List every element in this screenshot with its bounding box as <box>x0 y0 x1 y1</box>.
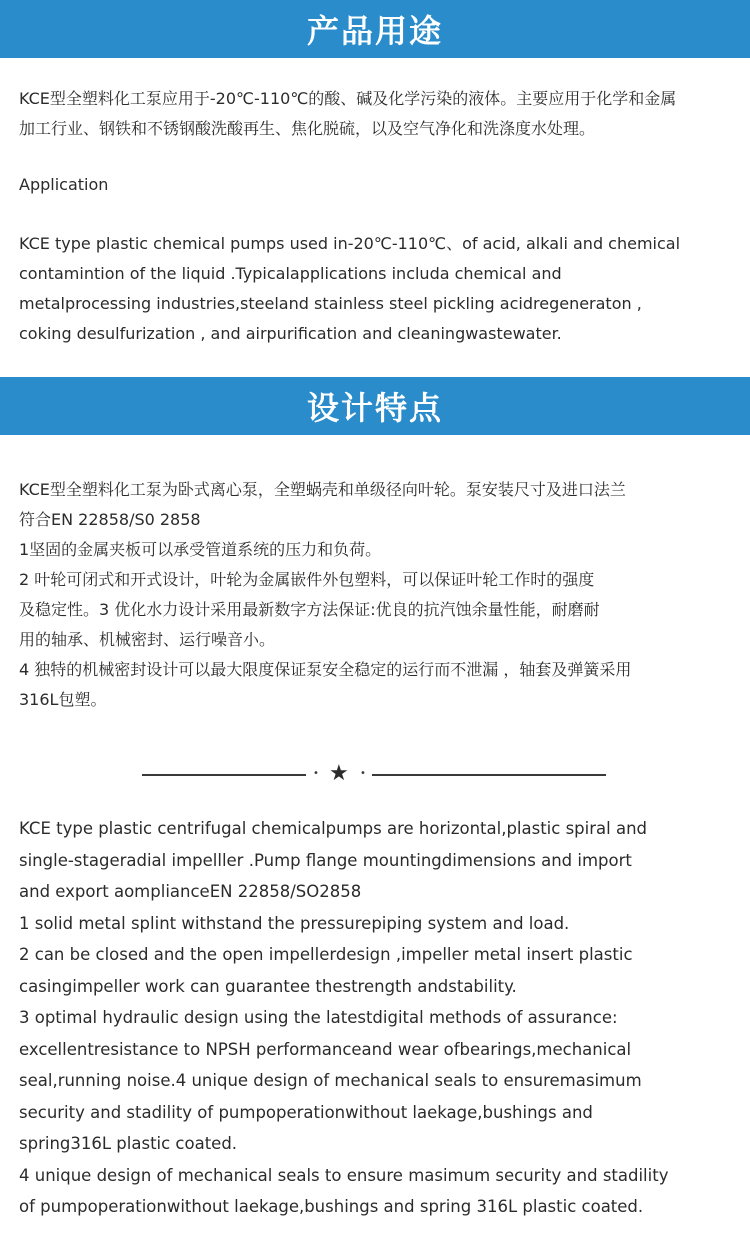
design-en-line: 4 unique design of mechanical seals to ensure masimum security and stadility <box>19 1165 669 1185</box>
star-divider <box>0 761 750 786</box>
design-en-paragraph <box>19 813 733 1223</box>
application-heading <box>19 170 733 200</box>
design-en-line: security and stadility of pumpoperationwithout laekage,bushings and <box>19 1102 593 1122</box>
design-cn-line: 1坚固的金属夹板可以承受管道系统的压力和负荷。 <box>19 540 382 559</box>
design-en-line: and export aomplianceEN 22858/SO2858 <box>19 882 362 901</box>
design-en-line: 3 optimal hydraulic design using the latestdigital methods of assurance: <box>19 1008 618 1027</box>
divider-line-right <box>372 774 606 776</box>
divider-line-left <box>142 774 306 776</box>
star-icon: ★ <box>329 761 349 786</box>
application-title: Application <box>19 175 109 194</box>
design-en-line: KCE type plastic centrifugal chemicalpumps are horizontal,plastic spiral and <box>19 819 647 838</box>
design-en-line: casingimpeller work can guarantee thestrength andstability. <box>19 976 517 996</box>
design-cn-line: 用的轴承、机械密封、运行噪音小。 <box>19 630 276 649</box>
design-cn-line: 及稳定性。3 优化水力设计采用最新数字方法保证:优良的抗汽蚀余量性能，耐磨耐 <box>19 600 600 619</box>
design-en-line: single-stageradial impelller .Pump flange mountingdimensions and import <box>19 850 632 870</box>
design-en-line: seal,running noise.4 unique design of mechanical seals to ensuremasimum <box>19 1071 642 1090</box>
usage-cn-line: 加工行业、钢铁和不锈钢酸洗酸再生、焦化脱硫，以及空气净化和洗涤度水处理。 <box>19 119 596 138</box>
design-cn-paragraph <box>19 475 733 715</box>
usage-cn-paragraph <box>19 84 733 144</box>
usage-en-line: contamintion of the liquid .Typicalapplications includa chemical and <box>19 264 562 283</box>
design-en-line: of pumpoperationwithout laekage,bushings and spring 316L plastic coated. <box>19 1197 644 1216</box>
design-cn-line: 2 叶轮可闭式和开式设计，叶轮为金属嵌件外包塑料，可以保证叶轮工作时的强度 <box>19 570 595 589</box>
design-en-line: 2 can be closed and the open impellerdesign ,impeller metal insert plastic <box>19 945 633 964</box>
design-en-line: excellentresistance to NPSH performanceand wear ofbearings,mechanical <box>19 1039 632 1059</box>
divider-dot-icon: • <box>360 768 366 779</box>
design-cn-line: KCE型全塑料化工泵为卧式离心泵，全塑蜗壳和单级径向叶轮。泵安装尺寸及进口法兰 <box>19 480 626 499</box>
design-cn-line: 4 独特的机械密封设计可以最大限度保证泵安全稳定的运行而不泄漏 ，轴套及弹簧采用 <box>19 660 632 679</box>
design-en-line: spring316L plastic coated. <box>19 1134 238 1153</box>
design-section-header: 设计特点 <box>0 377 750 435</box>
usage-en-line: metalprocessing industries,steeland stainless steel pickling acidregeneraton , <box>19 294 642 313</box>
divider-dot-icon: • <box>313 768 319 779</box>
usage-en-paragraph <box>19 229 733 349</box>
design-en-line: 1 solid metal splint withstand the pressurepiping system and load. <box>19 913 570 933</box>
usage-en-line: KCE type plastic chemical pumps used in-20℃-110℃、of acid, alkali and chemical <box>19 234 681 253</box>
design-cn-line: 316L包塑。 <box>19 690 107 709</box>
usage-cn-line: KCE型全塑料化工泵应用于-20℃-110℃的酸、碱及化学污染的液体。主要应用于化学和金属 <box>19 89 677 108</box>
usage-section-header: 产品用途 <box>0 0 750 58</box>
usage-en-line: coking desulfurization , and airpurification and cleaningwastewater. <box>19 324 562 343</box>
design-cn-line: 符合EN 22858/S0 2858 <box>19 510 201 529</box>
